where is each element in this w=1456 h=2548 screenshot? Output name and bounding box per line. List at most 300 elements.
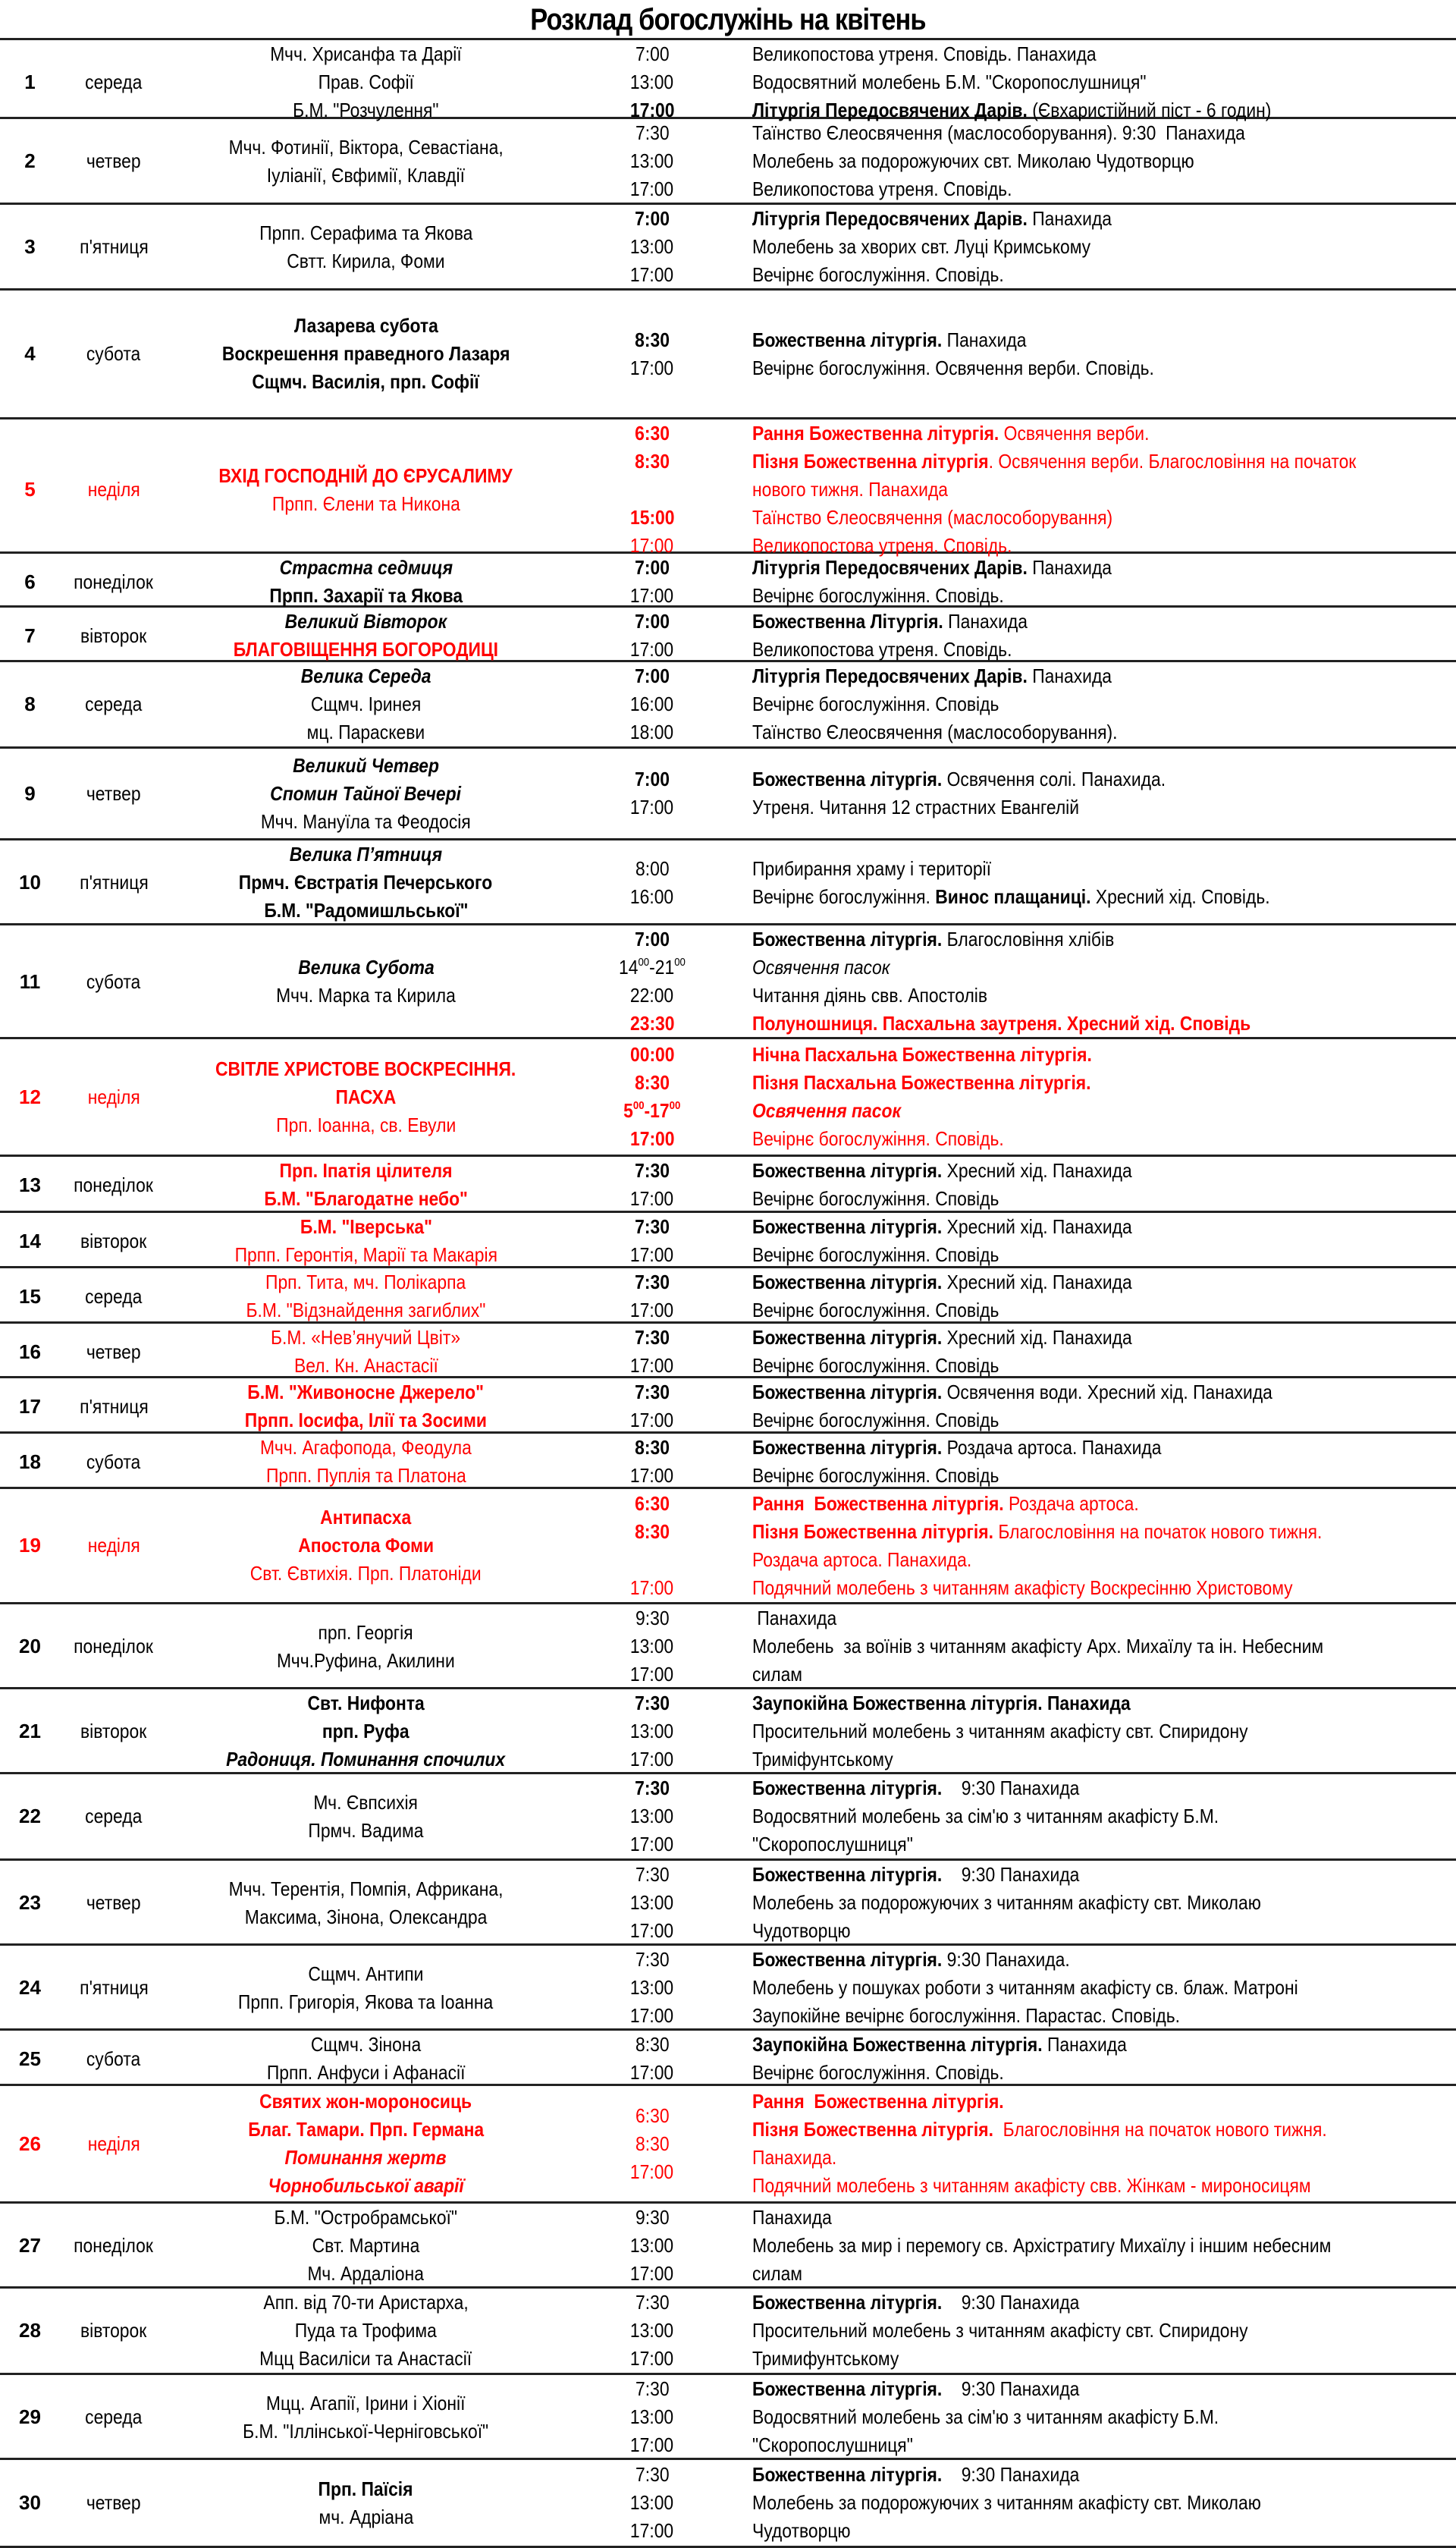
service-time	[561, 119, 743, 147]
day-number: 9	[24, 781, 36, 805]
day-number: 17	[19, 1394, 41, 1418]
service-text	[752, 1241, 999, 1269]
time-text: 7:30	[635, 121, 670, 144]
time-text: 13:00	[630, 1720, 674, 1742]
saint-line	[171, 368, 561, 396]
service-text	[752, 1574, 1293, 1602]
service-time	[561, 1462, 743, 1490]
time-text: 16:00	[630, 693, 674, 715]
service-text	[752, 1974, 1298, 2002]
time-text: 7:00	[635, 664, 670, 687]
weekday-text: четвер	[86, 1340, 141, 1363]
saint-text: БЛАГОВІЩЕННЯ БОГОРОДИЦІ	[233, 638, 499, 661]
service-time	[561, 1889, 743, 1917]
service-line	[752, 554, 1456, 582]
saint-line	[171, 718, 561, 746]
time-text: 13:00	[630, 1976, 674, 1999]
saint-line	[171, 2475, 561, 2503]
time-text: 7:30	[635, 1692, 670, 1714]
service-segment: Таїнство Єлеосвячення (маслособорування).	[752, 721, 1118, 743]
saint-text: Велика Середа	[300, 664, 431, 687]
service-time	[561, 554, 743, 582]
service-segment: Великопостова утреня. Сповідь.	[752, 534, 1012, 557]
day-number: 29	[19, 2405, 41, 2428]
time-text: 8:30	[635, 2033, 670, 2056]
service-line	[752, 2489, 1456, 2517]
saints-cell	[171, 954, 561, 1010]
saint-line	[171, 1903, 561, 1931]
saint-line	[171, 1717, 561, 1745]
weekday	[57, 2317, 171, 2345]
service-line	[752, 2002, 1456, 2030]
time-text: 13:00	[630, 2319, 674, 2342]
day-number: 7	[24, 624, 36, 647]
service-segment: Водосвятний молебень за сім'ю з читанням акафісту Б.М.	[752, 1805, 1219, 1827]
service-line	[752, 954, 1456, 982]
saint-text: Б.М. "Остробрамської"	[274, 2206, 458, 2229]
saint-line	[171, 2389, 561, 2418]
service-time	[561, 1717, 743, 1745]
saints-cell	[171, 1213, 561, 1269]
weekday-text: четвер	[86, 1891, 141, 1914]
saint-line	[171, 1745, 561, 1774]
saints-cell	[171, 1157, 561, 1213]
service-segment: Рання Божественна літургія.	[752, 422, 999, 445]
service-line	[752, 1241, 1456, 1269]
day-number: 27	[19, 2234, 41, 2257]
saint-text: Прпп. Анфуси і Афанасії	[266, 2061, 466, 2084]
service-time	[561, 1125, 743, 1153]
service-segment: Пізня Божественна літургія.	[752, 2118, 993, 2141]
service-line	[752, 40, 1456, 68]
time-text: 17:00	[630, 1748, 674, 1770]
time-text: 7:30	[635, 1326, 670, 1349]
service-time	[561, 1774, 743, 1802]
saints-cell	[171, 1324, 561, 1380]
service-segment: Великопостова утреня. Сповідь. Панахида	[752, 42, 1097, 65]
time-text: 17:00	[630, 1243, 674, 1266]
service-segment: Панахида	[1027, 207, 1112, 230]
day-row	[0, 608, 1456, 662]
weekday-text: вівторок	[80, 2319, 147, 2342]
service-segment: Божественна літургія.	[752, 928, 943, 950]
service-text	[752, 855, 991, 883]
service-segment: Вечірнє богослужіння. Сповідь	[752, 1464, 999, 1487]
day-number: 23	[19, 1891, 41, 1914]
times-cell	[561, 1378, 743, 1434]
service-line	[752, 1889, 1456, 1917]
service-text	[752, 608, 1028, 636]
saint-text: прп. Руфа	[322, 1720, 410, 1742]
time-text: 7:00	[635, 207, 670, 230]
saint-line	[171, 247, 561, 275]
service-text	[752, 1378, 1272, 1406]
service-segment: Прибирання храму і території	[752, 856, 991, 880]
service-time	[561, 68, 743, 96]
service-time	[561, 1802, 743, 1830]
service-segment: (Євхаристійний піст - 6 годин)	[1027, 99, 1272, 121]
times-cell	[561, 2461, 743, 2545]
service-text	[752, 883, 1270, 911]
times-cell	[561, 2031, 743, 2087]
time-text: 7:30	[635, 1159, 670, 1182]
service-segment: Вечірнє богослужіння. Сповідь	[752, 1243, 999, 1266]
time-text: 17:00	[630, 534, 674, 557]
weekday-text: субота	[86, 342, 141, 365]
service-segment: 9:30 Панахида.	[942, 1948, 1070, 1971]
weekday	[57, 1802, 171, 1830]
service-text	[752, 119, 1245, 147]
saint-text: Прпп. Захарії та Якова	[269, 584, 463, 607]
service-text	[752, 175, 1012, 203]
weekday-text: неділя	[87, 1534, 140, 1557]
time-text: 7:00	[635, 610, 670, 633]
service-time	[561, 175, 743, 203]
service-line	[752, 2461, 1456, 2489]
weekday	[57, 780, 171, 808]
service-text	[752, 1802, 1219, 1830]
saint-line	[171, 2088, 561, 2116]
service-text	[752, 2431, 913, 2459]
service-text	[752, 1185, 999, 1213]
saint-line	[171, 1055, 561, 1083]
weekday	[57, 2489, 171, 2517]
service-line	[752, 2317, 1456, 2345]
service-line	[752, 1946, 1456, 1974]
service-line	[752, 1268, 1456, 1296]
weekday	[57, 1338, 171, 1366]
saint-text: Свтт. Кирила, Фоми	[287, 249, 445, 272]
saints-cell	[171, 2389, 561, 2446]
service-text	[752, 554, 1112, 582]
service-segment: Панахида	[1027, 664, 1112, 687]
service-line	[752, 2088, 1456, 2116]
day-row	[0, 2204, 1456, 2289]
saint-line	[171, 1503, 561, 1532]
saint-text: Прп. Тита, мч. Полікарпа	[265, 1271, 466, 1293]
day-row	[0, 2375, 1456, 2460]
service-line	[752, 419, 1456, 448]
service-time	[561, 1406, 743, 1434]
day-row	[0, 119, 1456, 205]
saints-cell	[171, 1055, 561, 1139]
services-cell	[743, 662, 1456, 746]
saints-cell	[171, 312, 561, 396]
service-line	[752, 2289, 1456, 2317]
service-line	[752, 476, 1456, 504]
service-line	[752, 2204, 1456, 2232]
weekday-text: п'ятниця	[79, 235, 149, 258]
saint-line	[171, 1157, 561, 1185]
services-cell	[743, 419, 1456, 560]
service-segment: Божественна літургія.	[752, 1863, 943, 1886]
saint-text: Святих жон-мороносиць	[259, 2090, 472, 2113]
service-time	[561, 2375, 743, 2403]
day-row	[0, 840, 1456, 925]
service-segment: Божественна літургія.	[752, 328, 943, 351]
service-time	[561, 2489, 743, 2517]
day-row	[0, 1039, 1456, 1157]
weekday-text: вівторок	[80, 624, 147, 647]
service-text	[752, 1097, 901, 1125]
weekday	[57, 1448, 171, 1476]
service-segment: Благословіння на початок нового тижня.	[993, 2118, 1327, 2141]
saints-cell	[171, 554, 561, 610]
service-time	[561, 1324, 743, 1352]
service-segment: Подячний молебень з читанням акафісту свв. Жінкам - мироносицям	[752, 2174, 1311, 2197]
service-segment: Роздача артоса. Панахида.	[752, 1547, 972, 1571]
times-cell	[561, 2102, 743, 2186]
time-text: 17:00	[630, 1919, 674, 1942]
saint-text: Б.М. "Радомишльської"	[263, 899, 469, 922]
service-segment: Вечірнє богослужіння. Сповідь	[752, 1299, 999, 1321]
time-text: 17:00	[630, 2433, 674, 2456]
service-text	[752, 1010, 1250, 1038]
service-line	[752, 1296, 1456, 1324]
service-segment: Вечірнє богослужіння. Сповідь.	[752, 584, 1004, 607]
saint-text: Прп. Іоанна, св. Евули	[275, 1113, 457, 1136]
services-cell	[743, 1490, 1456, 1602]
service-text	[752, 2031, 1127, 2059]
service-line	[752, 68, 1456, 96]
saint-line	[171, 2345, 561, 2373]
service-line	[752, 1324, 1456, 1352]
services-cell	[743, 1213, 1456, 1269]
service-text	[752, 205, 1112, 233]
service-time	[561, 982, 743, 1010]
time-text: 17:00	[630, 2347, 674, 2370]
service-segment: Освячення солі. Панахида.	[942, 768, 1166, 790]
saint-text: Б.М. "Розчулення"	[293, 99, 439, 121]
weekday-text: четвер	[86, 2491, 141, 2514]
service-time	[561, 1574, 743, 1602]
time-text: 17:00	[630, 584, 674, 607]
service-time	[561, 855, 743, 883]
service-time	[561, 1546, 743, 1574]
time-text: 17:00	[630, 796, 674, 818]
weekday-text: субота	[86, 969, 141, 993]
time-text: 17:00	[630, 1833, 674, 1855]
weekday-text: середа	[85, 1805, 143, 1827]
saint-line	[171, 219, 561, 247]
services-cell	[743, 1157, 1456, 1213]
service-segment: Вечірнє богослужіння.	[752, 884, 936, 908]
service-line	[752, 1861, 1456, 1889]
service-time	[561, 1745, 743, 1774]
service-segment: 9:30 Панахида	[942, 2377, 1080, 2400]
service-time	[561, 1213, 743, 1241]
service-line	[752, 233, 1456, 261]
service-time	[561, 2289, 743, 2317]
service-time	[561, 793, 743, 822]
service-text	[752, 1946, 1070, 1974]
saints-cell	[171, 2475, 561, 2531]
service-line	[752, 1010, 1456, 1038]
service-segment: Нічна Пасхальна Божественна літургія.	[752, 1043, 1092, 1066]
service-segment: Молебень за воїнів з читанням акафісту Арх. Михаїлу та ін. Небесним	[752, 1635, 1324, 1657]
service-text	[752, 1745, 893, 1774]
service-segment: Вечірнє богослужіння. Сповідь	[752, 1409, 999, 1431]
saint-text: Прмч. Євстратія Печерського	[239, 871, 493, 894]
time-text: 17:00	[630, 1464, 674, 1487]
saint-text: Сщмч. Василія, прп. Софії	[252, 370, 480, 393]
saint-line	[171, 1083, 561, 1111]
service-segment: Пізня Божественна літургія	[752, 450, 989, 473]
weekday	[57, 690, 171, 718]
weekday	[57, 1974, 171, 2002]
service-time	[561, 1097, 743, 1125]
weekday-text: середа	[85, 2405, 143, 2428]
service-line	[752, 1660, 1456, 1689]
service-time	[561, 1069, 743, 1097]
service-text	[752, 2204, 832, 2232]
service-time	[561, 2461, 743, 2489]
service-text	[752, 2172, 1311, 2200]
saint-line	[171, 662, 561, 690]
service-segment: Винос плащаниці.	[935, 884, 1091, 908]
service-time	[561, 1917, 743, 1945]
service-text	[752, 40, 1097, 68]
service-text	[752, 662, 1112, 690]
service-segment: Хресний хід. Панахида	[942, 1215, 1132, 1238]
saint-line	[171, 1817, 561, 1845]
service-time	[561, 1660, 743, 1689]
times-cell	[561, 855, 743, 911]
service-line	[752, 2144, 1456, 2172]
weekday-text: середа	[85, 1284, 143, 1308]
time-text: $5^{00}-17^{00}$	[623, 1099, 681, 1122]
day-row	[0, 2031, 1456, 2086]
saint-text: Апп. від 70-ти Аристарха,	[263, 2291, 469, 2314]
day-row	[0, 925, 1456, 1039]
service-text	[752, 1462, 999, 1490]
weekday	[57, 1632, 171, 1660]
services-cell	[743, 2204, 1456, 2288]
day-number: 25	[19, 2047, 41, 2070]
service-text	[752, 2116, 1327, 2144]
saint-line	[171, 554, 561, 582]
day-row	[0, 419, 1456, 557]
day-number: 12	[19, 1085, 41, 1108]
service-line	[752, 1352, 1456, 1380]
service-time	[561, 690, 743, 718]
weekday	[57, 340, 171, 368]
time-text: 7:00	[635, 42, 670, 65]
saint-text: Лазарева субота	[293, 314, 438, 337]
service-time	[561, 233, 743, 261]
day-number: 22	[19, 1805, 41, 1827]
time-text: 7:00	[635, 768, 670, 790]
saints-cell	[171, 1378, 561, 1434]
service-text	[752, 504, 1112, 532]
service-segment: Вечірнє богослужіння. Освячення верби. Сповідь.	[752, 356, 1154, 379]
times-cell	[561, 554, 743, 610]
service-line	[752, 1157, 1456, 1185]
saint-text: Прпп. Іосифа, Ілії та Зосими	[244, 1409, 488, 1431]
service-text	[752, 1717, 1248, 1745]
saint-text: Мчч. Агафопода, Феодула	[260, 1436, 472, 1459]
time-text: 8:00	[635, 856, 670, 880]
service-line	[752, 1546, 1456, 1574]
weekday	[57, 1889, 171, 1917]
day-row	[0, 1213, 1456, 1268]
service-text	[752, 2289, 1079, 2317]
time-text: 17:00	[630, 2004, 674, 2027]
saint-line	[171, 808, 561, 836]
service-segment: Освячення води. Хресний хід. Панахида	[942, 1381, 1272, 1403]
service-line	[752, 690, 1456, 718]
times-cell	[561, 1434, 743, 1490]
time-text: 7:00	[635, 556, 670, 579]
day-row	[0, 291, 1456, 419]
service-time	[561, 354, 743, 382]
service-text	[752, 2345, 899, 2373]
saint-line	[171, 1875, 561, 1903]
service-time	[561, 1946, 743, 1974]
service-segment: Літургія Передосвячених Дарів.	[752, 556, 1028, 579]
saint-line	[171, 1406, 561, 1434]
service-time	[561, 1689, 743, 1717]
times-cell	[561, 1041, 743, 1153]
saints-cell	[171, 1503, 561, 1588]
saints-cell	[171, 608, 561, 664]
service-time	[561, 419, 743, 448]
service-time	[561, 2130, 743, 2158]
service-line	[752, 1041, 1456, 1069]
day-row	[0, 662, 1456, 749]
service-segment: "Скоропослушниця"	[752, 2433, 913, 2456]
service-text	[752, 326, 1026, 354]
service-text	[752, 582, 1004, 610]
service-segment: Хресний хід. Панахида	[942, 1159, 1132, 1182]
services-cell	[743, 855, 1456, 911]
saints-cell	[171, 462, 561, 518]
saint-text: Мчч. Фотинії, Віктора, Севастіана,	[228, 135, 504, 159]
service-time	[561, 954, 743, 982]
saint-line	[171, 690, 561, 718]
weekday	[57, 2232, 171, 2260]
service-time	[561, 147, 743, 175]
time-text: 13:00	[630, 71, 674, 93]
saints-cell	[171, 2289, 561, 2373]
day-row	[0, 1157, 1456, 1213]
service-text	[752, 1689, 1131, 1717]
time-text: 7:30	[635, 1777, 670, 1799]
saint-line	[171, 2260, 561, 2288]
service-line	[752, 1434, 1456, 1462]
weekday-text: вівторок	[80, 1229, 147, 1252]
saint-text: Мчч. Терентія, Помпія, Африкана,	[228, 1877, 504, 1900]
saint-line	[171, 1619, 561, 1647]
time-text: 18:00	[630, 721, 674, 743]
time-text: 13:00	[630, 149, 674, 172]
services-cell	[743, 1041, 1456, 1153]
saint-text: Воскрешення праведного Лазаря	[221, 342, 510, 365]
saint-text: Прпп. Серафима та Якова	[259, 221, 473, 244]
service-time	[561, 448, 743, 476]
service-line	[752, 855, 1456, 883]
service-text	[752, 1296, 999, 1324]
saints-cell	[171, 1689, 561, 1774]
weekday-text: понеділок	[74, 570, 154, 593]
service-text	[752, 2489, 1261, 2517]
saint-line	[171, 582, 561, 610]
time-text: $14^{00}-21^{00}$	[619, 956, 686, 979]
service-time	[561, 326, 743, 354]
service-time	[561, 1830, 743, 1858]
service-segment: Чудотворцю	[752, 2519, 851, 2542]
service-time	[561, 2031, 743, 2059]
